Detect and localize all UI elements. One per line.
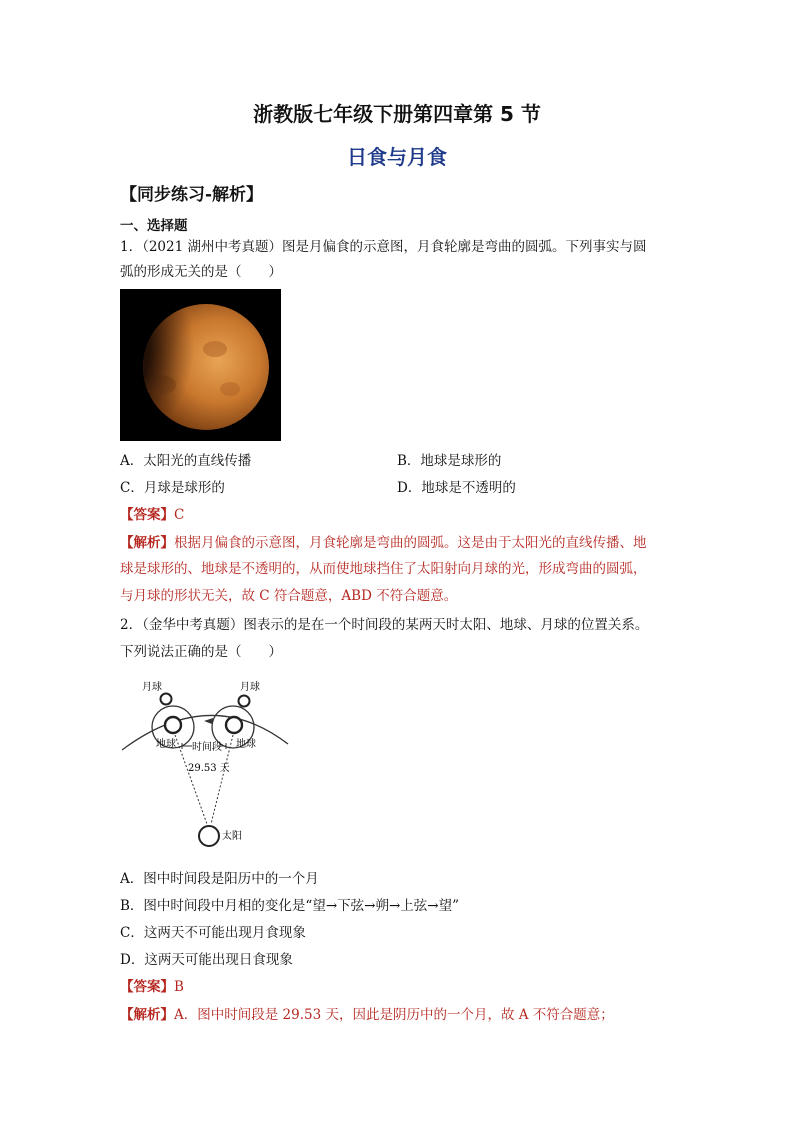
- q1-answer: [120, 506, 184, 524]
- q1-option-b: B．地球是球形的: [397, 453, 502, 469]
- q2-analysis-line1: [120, 1006, 614, 1024]
- label-sun: 太阳: [222, 831, 242, 842]
- moon-icon: [120, 289, 281, 441]
- page-title: 浙教版七年级下册第四章第 5 节: [253, 102, 541, 126]
- q1-answer-tag: 【答案】: [120, 507, 174, 523]
- q1-answer-value: C: [174, 507, 185, 523]
- right-earth: [226, 717, 242, 733]
- part-label: 一、选择题: [120, 218, 188, 234]
- label-period-value: 29.53 天: [188, 763, 230, 774]
- left-moon: [161, 694, 172, 705]
- q1-stem-line2: 弧的形成无关的是（ ）: [120, 264, 282, 280]
- q2-answer-tag: 【答案】: [120, 979, 174, 995]
- q2-analysis-text1: A．图中时间段是 29.53 天，因此是阴历中的一个月，故 A 不符合题意；: [174, 1007, 614, 1023]
- label-moon-left: 月球: [142, 682, 162, 693]
- section-label: 【同步练习-解析】: [120, 185, 264, 205]
- q1-analysis-text1: 根据月偏食的示意图，月食轮廓是弯曲的圆弧。这是由于太阳光的直线传播、地: [174, 535, 647, 551]
- q1-analysis-line3: 与月球的形状无关，故 C 符合题意，ABD 不符合题意。: [120, 588, 458, 604]
- q1-option-d: D．地球是不透明的: [397, 480, 516, 496]
- label-moon-right: 月球: [240, 682, 260, 693]
- left-earth: [165, 717, 181, 733]
- q1-stem-line1: 1．（2021 湖州中考真题）图是月偏食的示意图，月食轮廓是弯曲的圆弧。下列事实与圆: [120, 239, 647, 255]
- right-moon: [239, 696, 250, 707]
- q1-analysis-line1: [120, 534, 647, 552]
- q2-answer: [120, 978, 184, 996]
- partial-lunar-eclipse-image: [120, 289, 281, 441]
- sun-icon: [199, 826, 219, 846]
- q2-answer-value: B: [174, 979, 184, 995]
- q1-analysis-line2: 球是球形的、地球是不透明的，从而使地球挡住了太阳射向月球的光，形成弯曲的圆弧，: [120, 561, 647, 577]
- q2-stem-line2: 下列说法正确的是（ ）: [120, 644, 282, 660]
- q1-option-a: A．太阳光的直线传播: [120, 453, 252, 469]
- label-earth-left: 地球: [156, 739, 176, 750]
- page-subtitle: 日食与月食: [347, 145, 447, 169]
- label-period: 时间段: [192, 742, 222, 753]
- arrow-icon: [204, 718, 213, 724]
- q2-option-c: C．这两天不可能出现月食现象: [120, 925, 306, 941]
- label-earth-right: 地球: [236, 739, 256, 750]
- q2-option-d: D．这两天可能出现日食现象: [120, 952, 293, 968]
- q2-option-a: A．图中时间段是阳历中的一个月: [120, 871, 319, 887]
- q2-stem-line1: 2．（金华中考真题）图表示的是在一个时间段的某两天时太阳、地球、月球的位置关系。: [120, 617, 649, 633]
- q1-option-c: C．月球是球形的: [120, 480, 225, 496]
- q2-analysis-tag: 【解析】: [120, 1007, 174, 1023]
- q2-option-b: B．图中时间段中月相的变化是“望→下弦→朔→上弦→望”: [120, 898, 459, 914]
- q1-analysis-tag: 【解析】: [120, 535, 174, 551]
- sun-earth-moon-diagram: [120, 672, 290, 862]
